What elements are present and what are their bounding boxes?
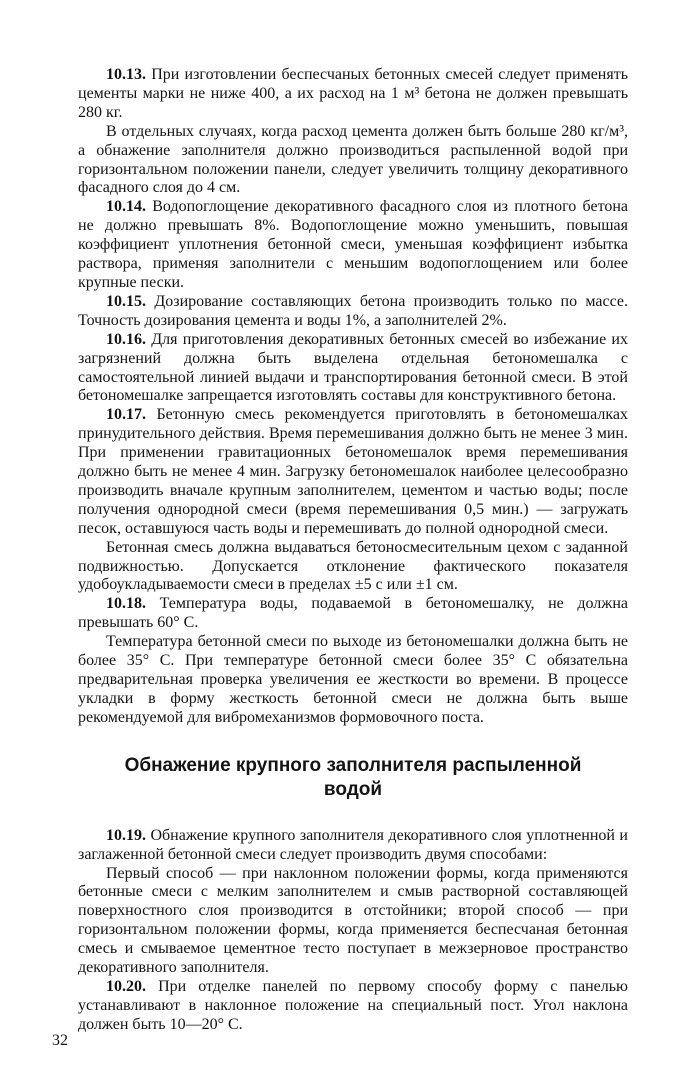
paragraph [78,198,628,293]
paragraph [78,539,628,596]
paragraph-text: В отдельных случаях, когда расход цемента должен быть больше 280 кг/м³, а обнажение заполнителя должно производиться распыленной водой при горизонтальном положении панели, следует увеличить толщину декоративного фасадного слоя до 4 см. [78,122,628,197]
paragraph [78,406,628,538]
paragraph-text: При отделке панелей по первому способу форму с панелью устанавливают в наклонное положение на специальный пост. Угол наклона должен быть 10—20° С. [78,977,629,1033]
paragraph [78,978,628,1035]
paragraph-text: Бетонную смесь рекомендуется приготовлять в бетономешалках принудительного действия. Время перемешивания должно быть не менее 3 мин. При применении гравитационных бетономешалок время перемешивания должно быть не менее 4 мин. Загрузку бетономешалок наиболее целесообразно производить вначале крупным заполнителем, цементом и частью воды; после получения однородной смеси (время перемешивания 0,5 мин.) — загружать песок, оставшуюся часть воды и перемешивать до полной однородной смеси. [78,406,628,537]
paragraph-text: Водопоглощение декоративного фасадного слоя из плотного бетона не должно превышать 8%. Водопоглощение можно уменьшить, повышая коэффициент уплотнения бетонной смеси, уменьшая коэффициент избытка раствора, применяя заполнители с меньшим водопоглощением или более крупные пески. [78,198,629,291]
paragraph [78,633,628,728]
body-text [78,66,628,1035]
paragraph-text: Обнажение крупного заполнителя декоративного слоя уплотненной и заглаженной бетонной смеси следует производить двумя способами: [78,826,628,863]
paragraph-text: Дозирование составляющих бетона производить только по массе. Точность дозирования цемента и воды 1%, а заполнителей 2%. [78,292,629,329]
clause-number: 10.16. [106,330,146,348]
section-after-heading [78,827,628,1035]
section-heading: Обнажение крупного заполнителя распыленной водой [124,754,582,800]
clause-number: 10.13. [106,66,146,83]
page-number: 32 [52,1032,68,1049]
clause-number: 10.19. [106,826,146,844]
clause-number: 10.20. [106,977,146,995]
paragraph-text: Температура бетонной смеси по выходе из бетономешалки должна быть не более 35° С. При температуре бетонной смеси более 35° С обязательна предварительная проверка увеличения ее жесткости во времени. В процессе укладки в форму жесткость бетонной смеси не должна быть выше рекомендуемой для вибромеханизмов формовочного поста. [78,633,628,726]
paragraph-text: Температура воды, подаваемой в бетономешалку, не должна превышать 60° С. [78,595,629,632]
clause-number: 10.14. [106,198,146,216]
clause-number: 10.18. [106,595,146,613]
paragraph [78,827,628,865]
paragraph [78,293,628,331]
paragraph [78,123,628,199]
paragraph [78,66,628,123]
section-before-heading [78,66,628,728]
paragraph-text: Первый способ — при наклонном положении формы, когда применяются бетонные смеси с мелким заполнителем и смыв растворной составляющей поверхностного слоя производится в отстойники; второй способ — при горизонтальном положении формы, когда применяется беспесчаная бетонная смесь и смываемое цементное тесто поступает в межзерновое пространство декоративного заполнителя. [78,864,628,977]
paragraph-text: Бетонная смесь должна выдаваться бетоносмесительным цехом с заданной подвижностью. Допускается отклонение фактического показателя удобоукладываемости смеси в пределах ±5 с или ±1 см. [78,538,628,594]
clause-number: 10.17. [106,406,146,424]
paragraph [78,865,628,978]
clause-number: 10.15. [106,292,146,310]
paragraph-text: При изготовлении беспесчаных бетонных смесей следует применять цементы марки не ниже 400, а их расход на 1 м³ бетона не должен превышать 280 кг. [78,66,629,121]
paragraph [78,595,628,633]
paragraph-text: Для приготовления декоративных бетонных смесей во избежание их загрязнений должна быть выделена отдельная бетономешалка с самостоятельной линией выдачи и транспортирования бетонной смеси. В этой бетономешалке запрещается изготовлять составы для конструктивного бетона. [78,330,628,405]
paragraph [78,331,628,407]
